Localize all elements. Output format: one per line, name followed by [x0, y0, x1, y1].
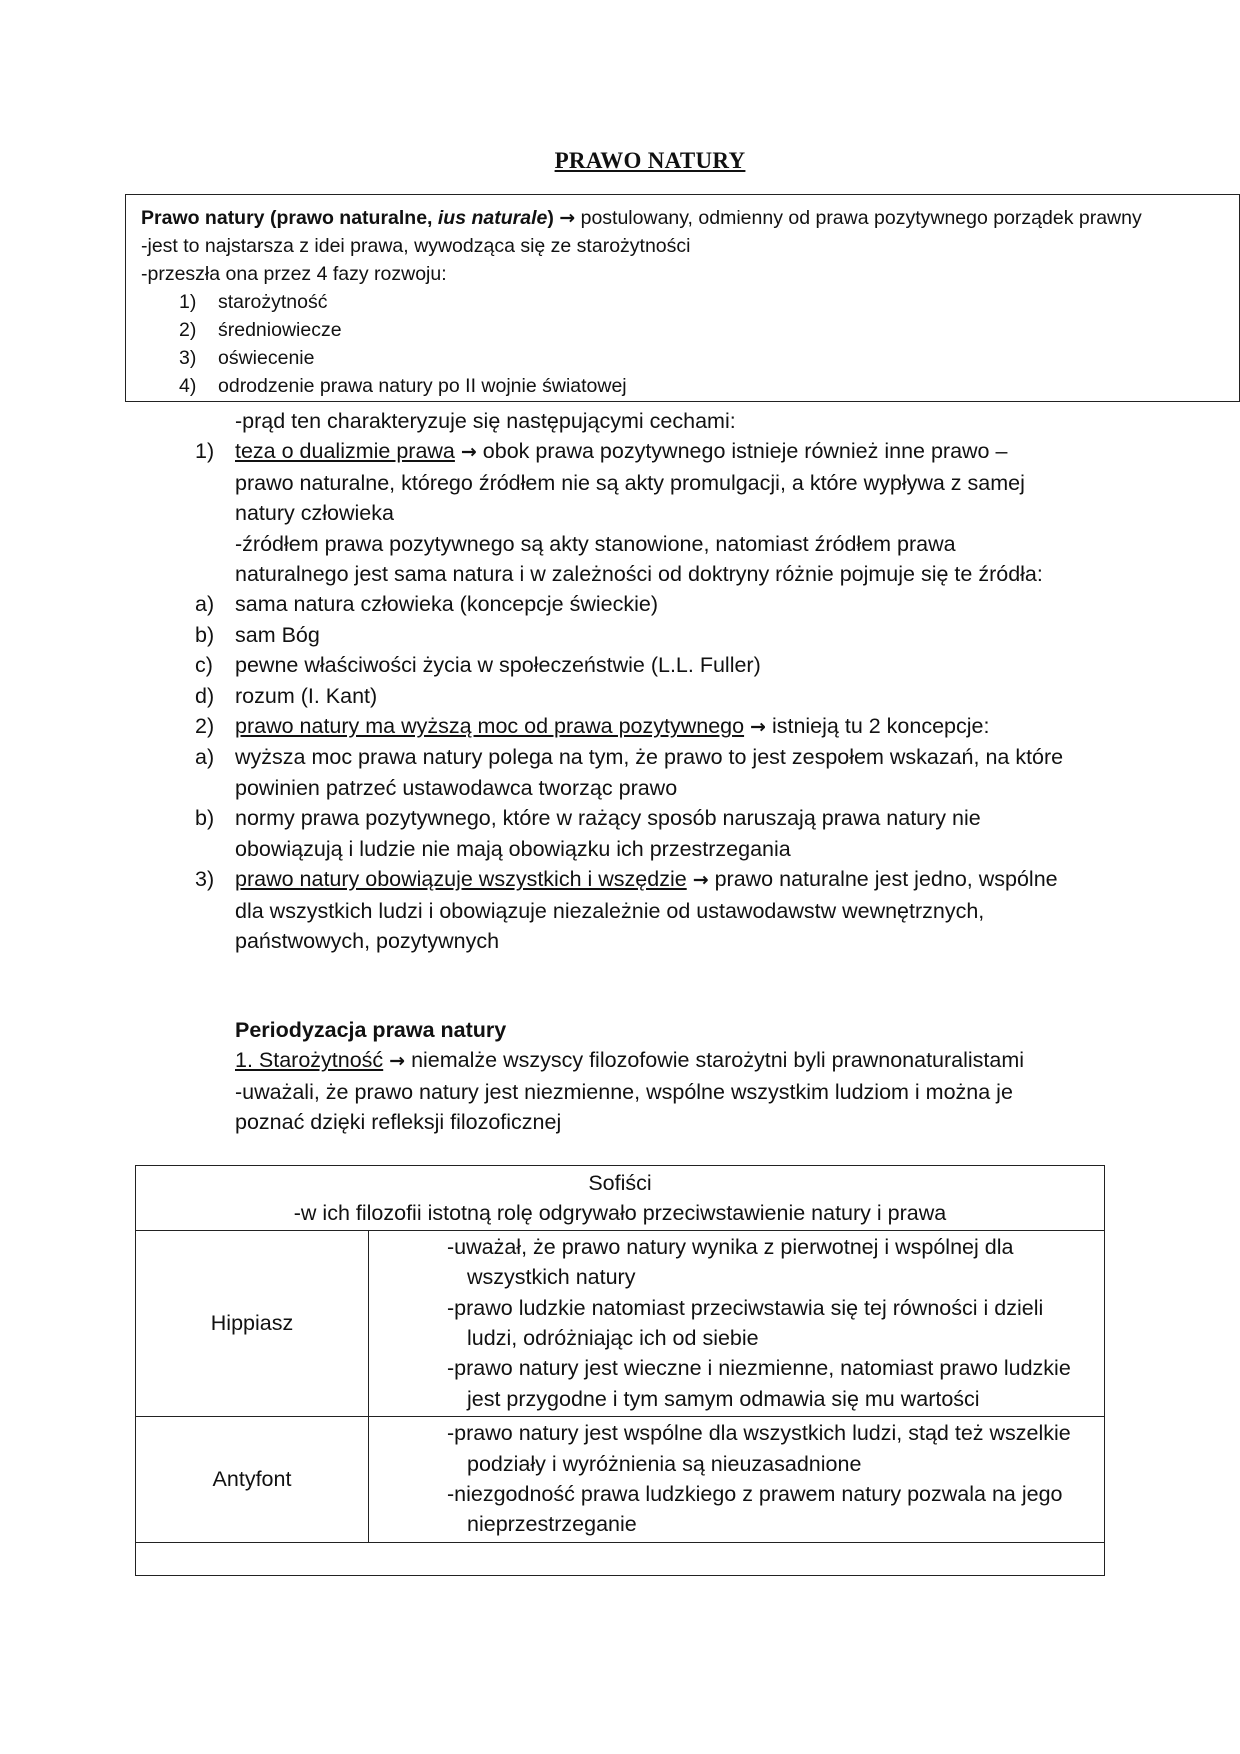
intro-term: Prawo natury (prawo naturalne, ius naturale)	[141, 207, 554, 229]
empty-cell	[136, 1542, 1105, 1575]
list-item: 3) oświecenie	[179, 347, 315, 369]
features-lead: -prąd ten charakteryzuje się następującymi cechami:	[235, 409, 736, 433]
philosopher-views: -uważał, że prawo natury wynika z pierwotnej i wspólnej dla wszystkich natury -prawo ludzkie natomiast przeciwstawia się tej równości i dzieli ludzi, odróżniając ich od siebie -prawo natury jest wieczne i niezmienne, natomiast prawo ludzkie jest przygodne i tym samym odmawia się mu wartości	[369, 1230, 1105, 1416]
intro-line: -jest to najstarsza z idei prawa, wywodząca się ze starożytności	[141, 235, 691, 257]
arrow-right-icon: →	[559, 207, 576, 229]
list-item: b) sam Bóg	[195, 622, 320, 647]
intro-definition: Prawo natury (prawo naturalne, ius naturale) → postulowany, odmienny od prawa pozytywnego porządek prawny	[141, 207, 1142, 229]
philosopher-name: Antyfont	[136, 1417, 369, 1543]
feature-3: 3) prawo natury obowiązuje wszystkich i wszędzie → prawo naturalne jest jedno, wspólne dla wszystkich ludzi i obowiązuje niezależnie od ustawodawstw wewnętrznych, państwowych, pozytywnych	[195, 867, 1058, 953]
list-item: c) pewne właściwości życia w społeczeństwie (L.L. Fuller)	[195, 653, 761, 678]
philosopher-views: -prawo natury jest wspólne dla wszystkich ludzi, stąd też wszelkie podziały i wyróżnienia są nieuzasadnione -niezgodność prawa ludzkiego z prawem natury pozwala na jego nieprzestrzeganie	[369, 1417, 1105, 1543]
table-header-row	[136, 1166, 1105, 1231]
table-subtitle: -w ich filozofii istotną rolę odgrywało przeciwstawienie natury i prawa	[293, 1201, 947, 1226]
table-header	[136, 1166, 1105, 1231]
table-row	[136, 1230, 1105, 1416]
era-starozytnosc: 1. Starożytność → niemalże wszyscy filozofowie starożytni byli prawnonaturalistami	[235, 1048, 1025, 1073]
table-row-empty	[136, 1542, 1105, 1575]
table-row	[136, 1417, 1105, 1543]
arrow-right-icon: →	[389, 1050, 406, 1073]
arrow-right-icon: →	[750, 716, 766, 739]
table-title: Sofiści	[588, 1171, 652, 1195]
philosopher-name: Hippiasz	[136, 1230, 369, 1416]
list-item: 4) odrodzenie prawa natury po II wojnie światowej	[179, 375, 627, 397]
feature-heading: prawo natury obowiązuje wszystkich i wszędzie	[235, 867, 687, 892]
phases-list	[141, 288, 1225, 400]
list-item: a) sama natura człowieka (koncepcje świeckie)	[195, 592, 659, 617]
feature-1-sources: -źródłem prawa pozytywnego są akty stanowione, natomiast źródłem prawa naturalnego jest sama natura i w zależności od doktryny różnie pojmuje się te źródła:	[235, 531, 1043, 587]
list-item: 1) starożytność	[179, 291, 328, 313]
sophists-table	[135, 1165, 1105, 1576]
era-heading: 1. Starożytność	[235, 1048, 384, 1073]
intro-box	[125, 194, 1240, 402]
list-item: b) normy prawa pozytywnego, które w rażący sposób naruszają prawa natury nie obowiązują i ludzie nie mają obowiązku ich przestrzegania	[195, 806, 981, 861]
list-item: d) rozum (I. Kant)	[195, 683, 378, 708]
features-section	[195, 406, 1065, 956]
section-heading: Periodyzacja prawa natury	[235, 1018, 507, 1042]
feature-2: 2) prawo natury ma wyższą moc od prawa pozytywnego → istnieją tu 2 koncepcje:	[195, 714, 990, 739]
feature-heading: prawo natury ma wyższą moc od prawa pozytywnego	[235, 714, 745, 739]
feature-1: 1) teza o dualizmie prawa → obok prawa pozytywnego istnieje również inne prawo – prawo naturalne, którego źródłem nie są akty promulgacji, a które wypływa z samej natury człowieka	[195, 439, 1025, 526]
periodization-section	[235, 1015, 1065, 1138]
list-item: a) wyższa moc prawa natury polega na tym, że prawo to jest zespołem wskazań, na które powinien patrzeć ustawodawca tworząc prawo	[195, 745, 1064, 800]
page-title: PRAWO NATURY	[554, 148, 746, 173]
arrow-right-icon: →	[692, 869, 709, 892]
feature-heading: teza o dualizmie prawa	[235, 439, 455, 464]
arrow-right-icon: →	[460, 441, 477, 464]
list-item: 2) średniowiecze	[179, 319, 342, 341]
era-description: -uważali, że prawo natury jest niezmienne, wspólne wszystkim ludziom i można je poznać dzięki refleksji filozoficznej	[235, 1079, 1013, 1135]
intro-line: -przeszła ona przez 4 fazy rozwoju:	[141, 263, 447, 285]
